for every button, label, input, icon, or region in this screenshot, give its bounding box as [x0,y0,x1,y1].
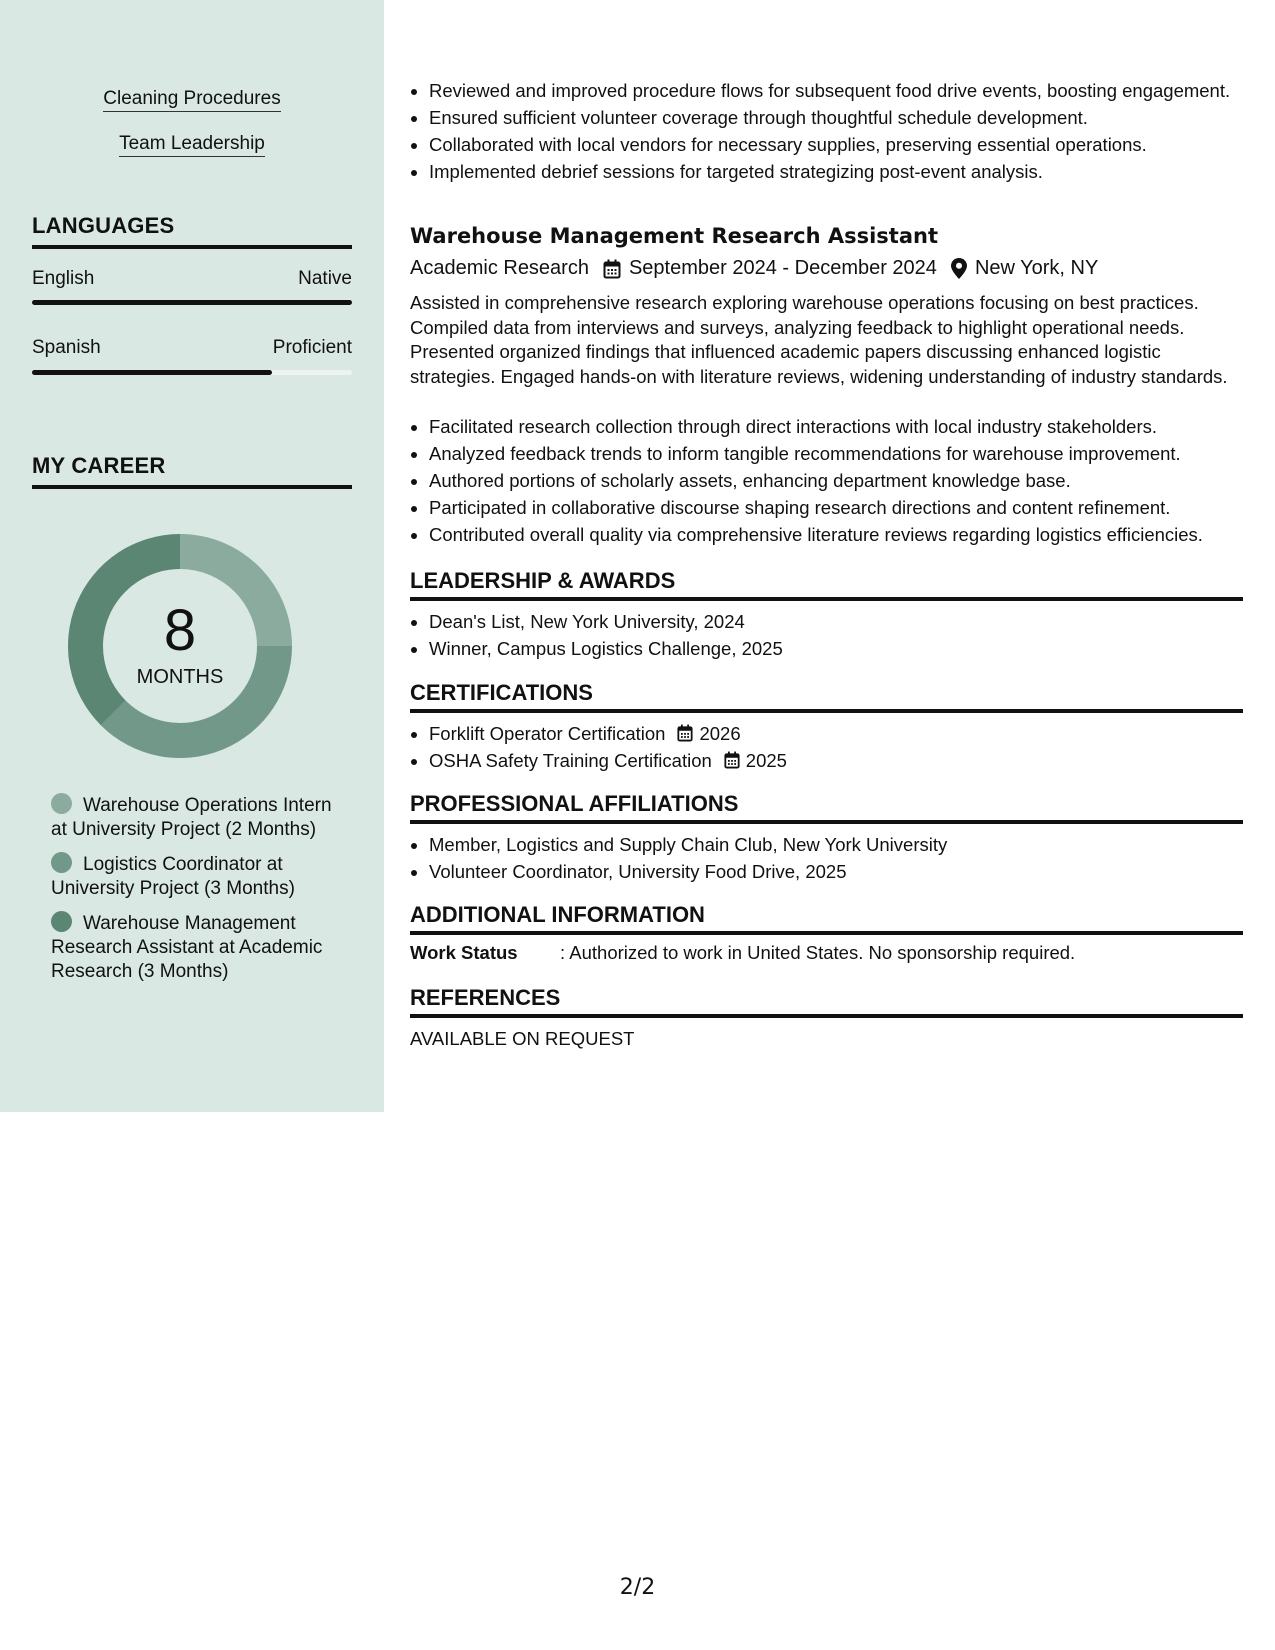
certification-year: 2025 [745,750,787,771]
legend-dot-icon [51,793,72,814]
location-pin-icon [951,258,967,279]
career-heading: MY CAREER [32,453,352,489]
references-text: AVAILABLE ON REQUEST [410,1028,635,1049]
references-heading: REFERENCES [410,985,1243,1018]
calendar-icon [603,259,621,279]
bullet-item: • Ensured sufficient volunteer coverage through thoughtful schedule development. [429,106,1249,131]
legend-dot-icon [51,852,72,873]
skill-item [0,133,384,155]
job-company: Academic Research [410,257,589,279]
job-description: Assisted in comprehensive research exploring warehouse operations focusing on best practices. Compiled data from interviews and surveys, analyzing feedback to highlight operational needs. Presented organized findings that influenced academic papers discussing enhanced logistic strategies. Engaged hands-on with literature reviews, widening understanding of industry standards. [410,292,1228,387]
skill-item [0,88,384,110]
certification-item [429,722,1249,747]
career-legend-label: Warehouse Management Research Assistant at Academic Research (3 Months) [51,913,323,982]
certification-item [429,749,1249,774]
certification-year: 2026 [699,723,741,744]
certification-name: OSHA Safety Training Certification [429,750,712,771]
additional-info-heading: ADDITIONAL INFORMATION [410,902,1243,935]
bullet-item: • Contributed overall quality via comprehensive literature reviews regarding logistics efficiencies. [429,523,1249,548]
award-item: • Dean's List, New York University, 2024 [429,610,1249,635]
bullet-item: • Authored portions of scholarly assets, enhancing department knowledge base. [429,469,1249,494]
language-proficiency-bar [32,300,352,305]
career-legend-item [51,911,341,984]
calendar-icon [724,751,740,769]
affiliation-item: • Member, Logistics and Supply Chain Club, New York University [429,833,1249,858]
language-row [32,337,352,359]
awards-heading: LEADERSHIP & AWARDS [410,568,1243,601]
awards-list [410,610,1249,664]
bullet-item: • Implemented debrief sessions for targeted strategizing post-event analysis. [429,160,1249,185]
certifications-heading: CERTIFICATIONS [410,680,1243,713]
donut-segment [101,646,292,758]
bullet-item: • Participated in collaborative discourse shaping research directions and content refinement. [429,496,1249,521]
job-dates: September 2024 - December 2024 [628,257,937,279]
language-name: English [32,268,95,289]
career-legend-label: Logistics Coordinator at University Project (3 Months) [51,854,295,899]
calendar-icon [677,724,693,742]
affiliation-item: • Volunteer Coordinator, University Food Drive, 2025 [429,860,1249,885]
skill-label: Cleaning Procedures [103,88,280,112]
career-legend [51,793,341,994]
work-status-label: Work Status [410,942,518,963]
bullet-item: • Collaborated with local vendors for necessary supplies, preserving essential operations. [429,133,1249,158]
sidebar [0,0,384,1112]
job-title: Warehouse Management Research Assistant [410,224,938,248]
language-proficiency-bar [32,370,352,375]
page-number: 2/2 [619,1575,656,1600]
language-name: Spanish [32,337,101,358]
job-meta [410,257,1098,280]
certification-name: Forklift Operator Certification [429,723,666,744]
career-total-unit: MONTHS [136,666,224,688]
previous-job-bullets [410,79,1249,187]
bullet-item: • Facilitated research collection through direct interactions with local industry stakeholders. [429,415,1249,440]
job-location: New York, NY [974,257,1099,279]
languages-heading: LANGUAGES [32,213,352,249]
career-donut-chart [64,530,296,762]
work-status-row [410,942,1075,964]
certifications-list [410,722,1249,776]
skill-label: Team Leadership [119,133,265,157]
career-legend-item [51,793,341,842]
award-item: • Winner, Campus Logistics Challenge, 2025 [429,637,1249,662]
language-level: Native [298,268,352,289]
affiliations-list [410,833,1249,887]
legend-dot-icon [51,911,72,932]
language-proficiency-fill [32,370,272,375]
language-proficiency-fill [32,300,352,305]
bullet-item: • Analyzed feedback trends to inform tangible recommendations for warehouse improvement. [429,442,1249,467]
language-row [32,268,352,290]
job-bullets [410,415,1249,550]
donut-segment [180,534,292,646]
affiliations-heading: PROFESSIONAL AFFILIATIONS [410,791,1243,824]
work-status-value: : Authorized to work in United States. No sponsorship required. [560,942,1076,963]
career-total-value: 8 [163,598,197,663]
language-level: Proficient [272,337,352,358]
career-legend-label: Warehouse Operations Intern at University Project (2 Months) [51,795,332,840]
career-legend-item [51,852,341,901]
bullet-item: • Reviewed and improved procedure flows for subsequent food drive events, boosting engagement. [429,79,1249,104]
